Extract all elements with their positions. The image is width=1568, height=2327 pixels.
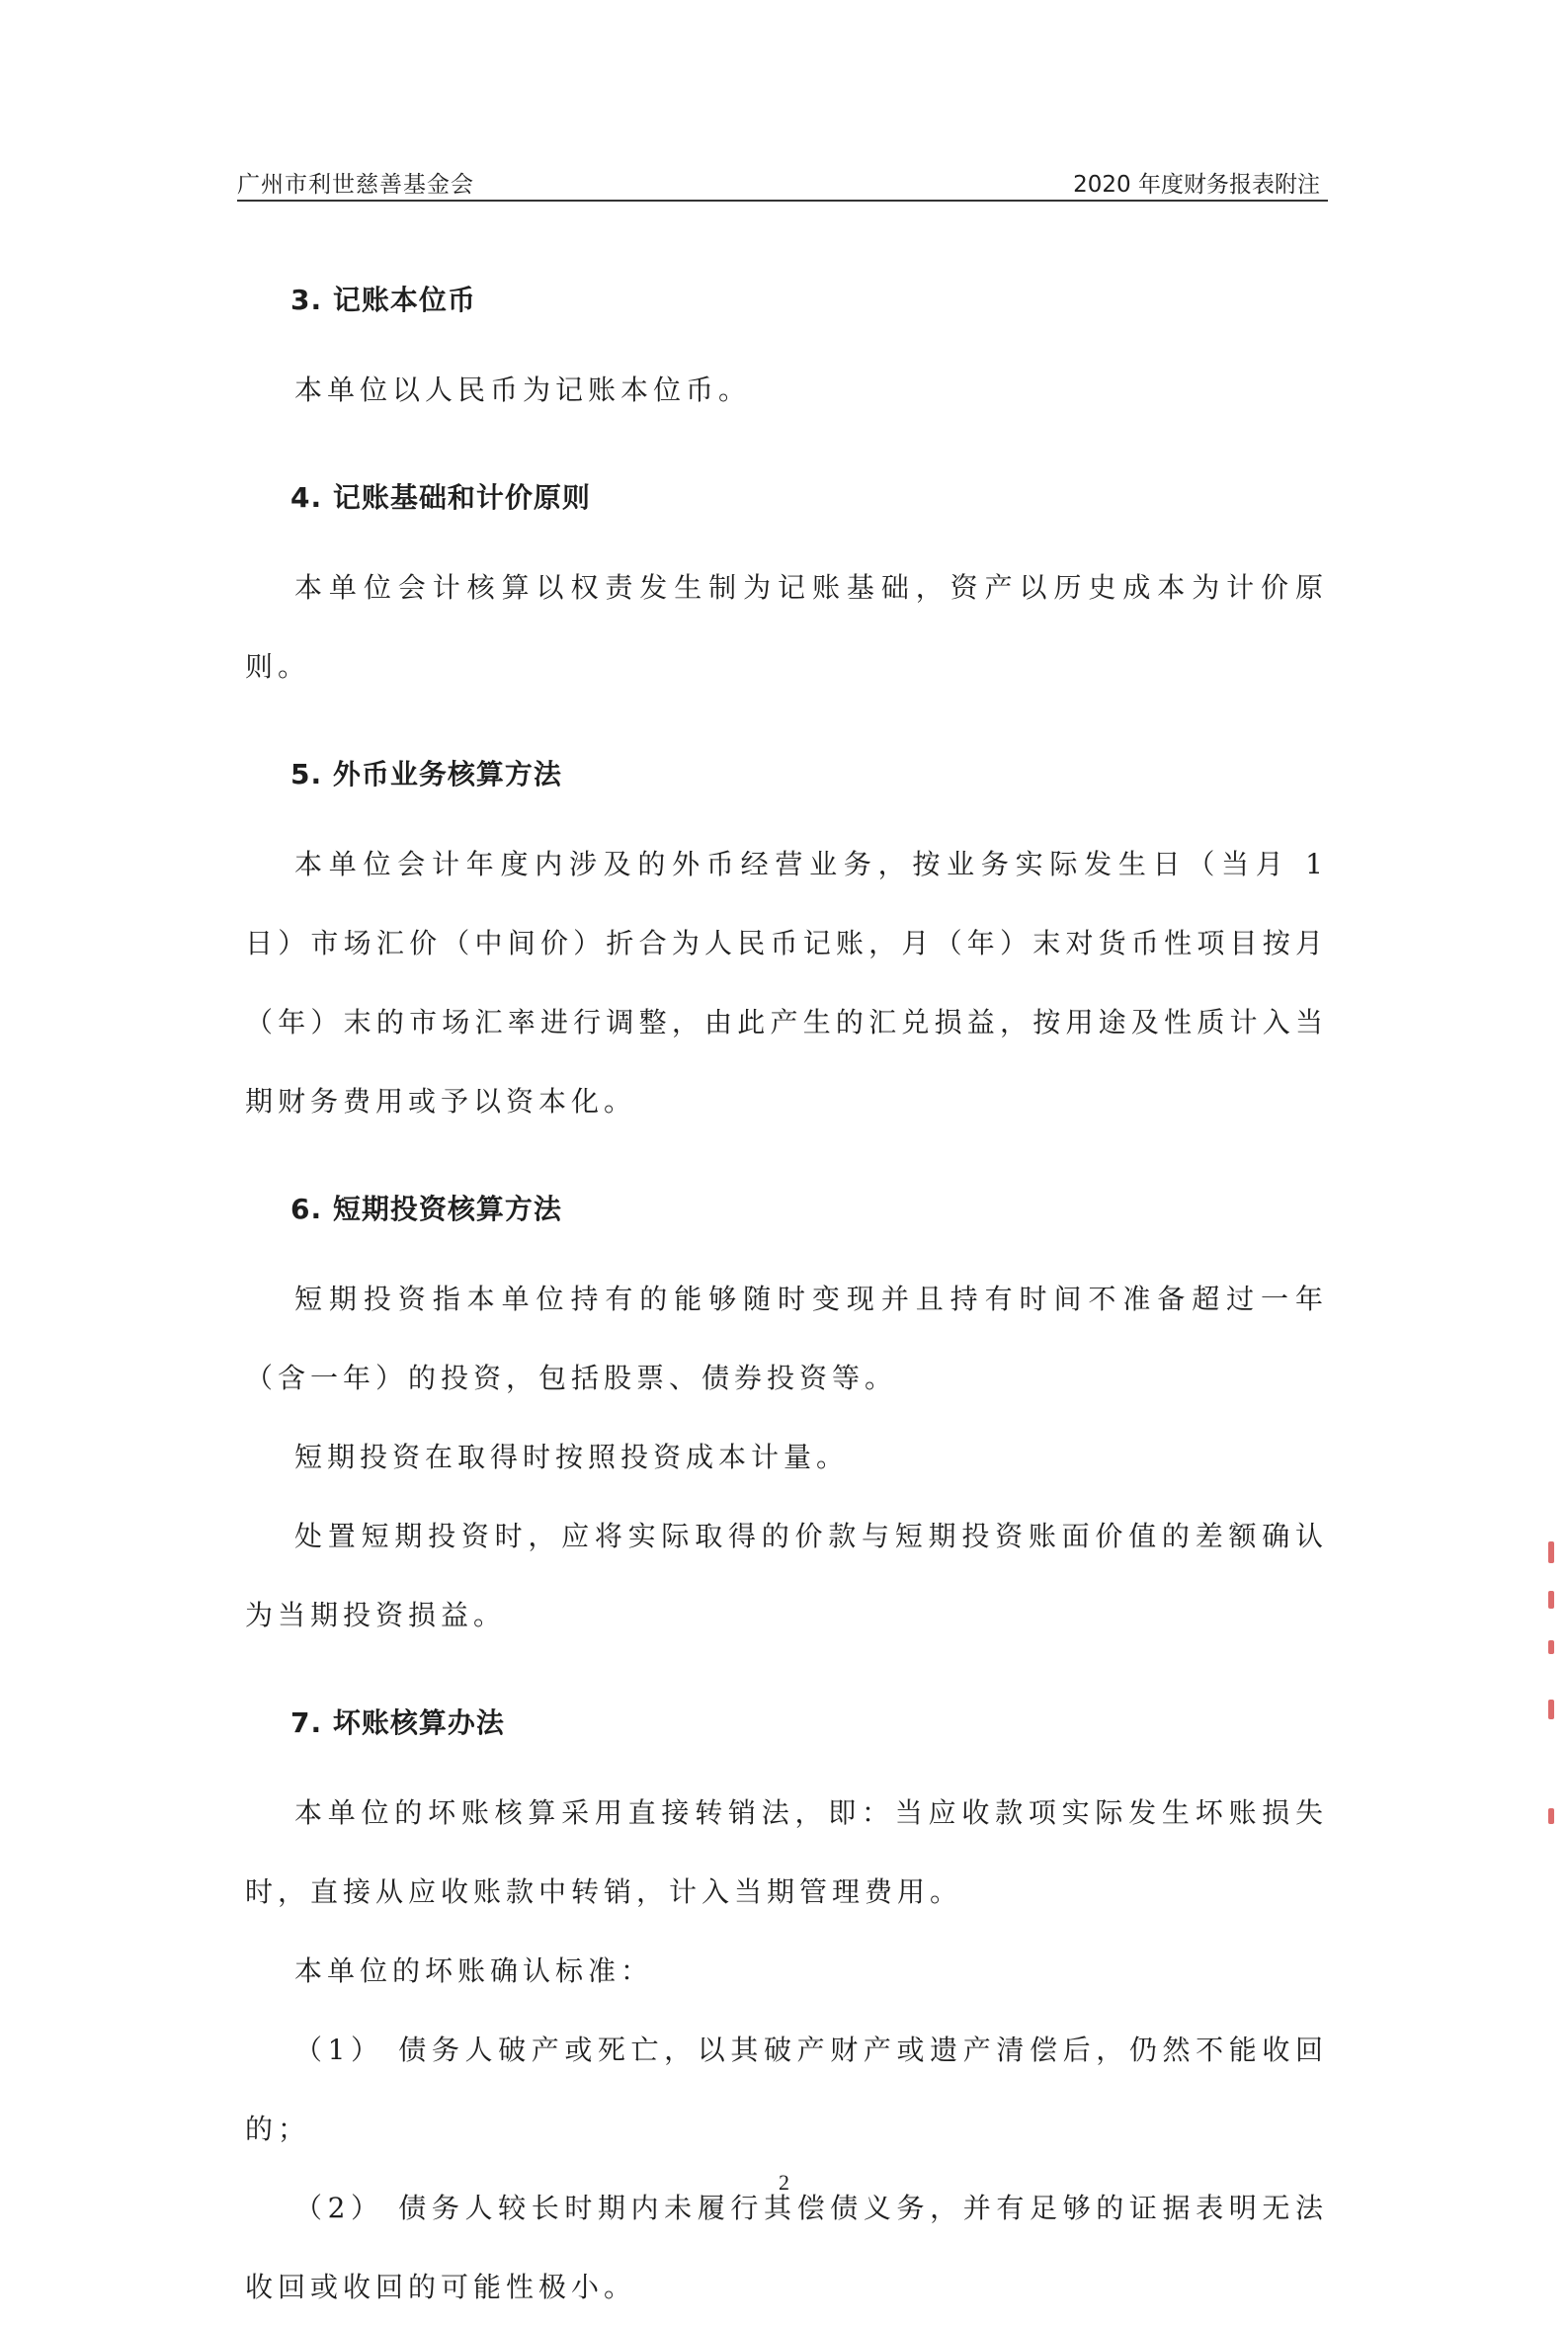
section-heading: 5. 外币业务核算方法 <box>290 758 562 790</box>
section-accounting-currency <box>245 272 1328 430</box>
section-bad-debt <box>245 1695 1328 2327</box>
paragraph: 本单位的坏账确认标准： <box>294 1954 654 1987</box>
paragraph: 本单位会计核算以权责发生制为记账基础，资产以历史成本为计价原则。 <box>245 571 1328 683</box>
paragraph: 处置短期投资时，应将实际取得的价款与短期投资账面价值的差额确认为当期投资损益。 <box>245 1520 1328 1631</box>
list-item: （1） 债务人破产或死亡，以其破产财产或遗产清偿后，仍然不能收回的； <box>245 2034 1328 2145</box>
page-header <box>237 166 1328 202</box>
section-foreign-currency <box>245 746 1328 1141</box>
document-body <box>245 272 1328 2327</box>
paragraph: 短期投资指本单位持有的能够随时变现并且持有时间不准备超过一年（含一年）的投资，包括股票、债券投资等。 <box>245 1283 1328 1394</box>
section-heading: 3. 记账本位币 <box>290 284 476 316</box>
organization-name: 广州市利世慈善基金会 <box>237 172 474 198</box>
paragraph: 本单位以人民币为记账本位币。 <box>294 374 752 406</box>
section-accounting-basis <box>245 469 1328 706</box>
seal-edge-mark <box>1548 1591 1554 1609</box>
section-heading: 7. 坏账核算办法 <box>290 1706 505 1739</box>
paragraph: 短期投资在取得时按照投资成本计量。 <box>294 1441 850 1473</box>
seal-edge-mark <box>1548 1808 1554 1824</box>
section-heading: 4. 记账基础和计价原则 <box>290 481 591 514</box>
seal-edge-mark <box>1548 1700 1554 1719</box>
report-title: 2020 年度财务报表附注 <box>1073 172 1320 198</box>
page-number: 2 <box>779 2170 789 2195</box>
seal-edge-mark <box>1548 1640 1554 1654</box>
paragraph: 本单位会计年度内涉及的外币经营业务，按业务实际发生日（当月 1 日）市场汇价（中间价）折合为人民币记账，月（年）末对货币性项目按月（年）末的市场汇率进行调整，由此产生的汇兑损益，按用途及性质计入当期财务费用或予以资本化。 <box>245 848 1328 1118</box>
list-item: （2） 债务人较长时期内未履行其偿债义务，并有足够的证据表明无法收回或收回的可能性极小。 <box>245 2192 1328 2303</box>
seal-edge-mark <box>1548 1541 1554 1563</box>
section-heading: 6. 短期投资核算方法 <box>290 1193 562 1225</box>
paragraph: 本单位的坏账核算采用直接转销法，即：当应收款项实际发生坏账损失时，直接从应收账款中转销，计入当期管理费用。 <box>245 1796 1328 1908</box>
section-short-term-investment <box>245 1181 1328 1655</box>
